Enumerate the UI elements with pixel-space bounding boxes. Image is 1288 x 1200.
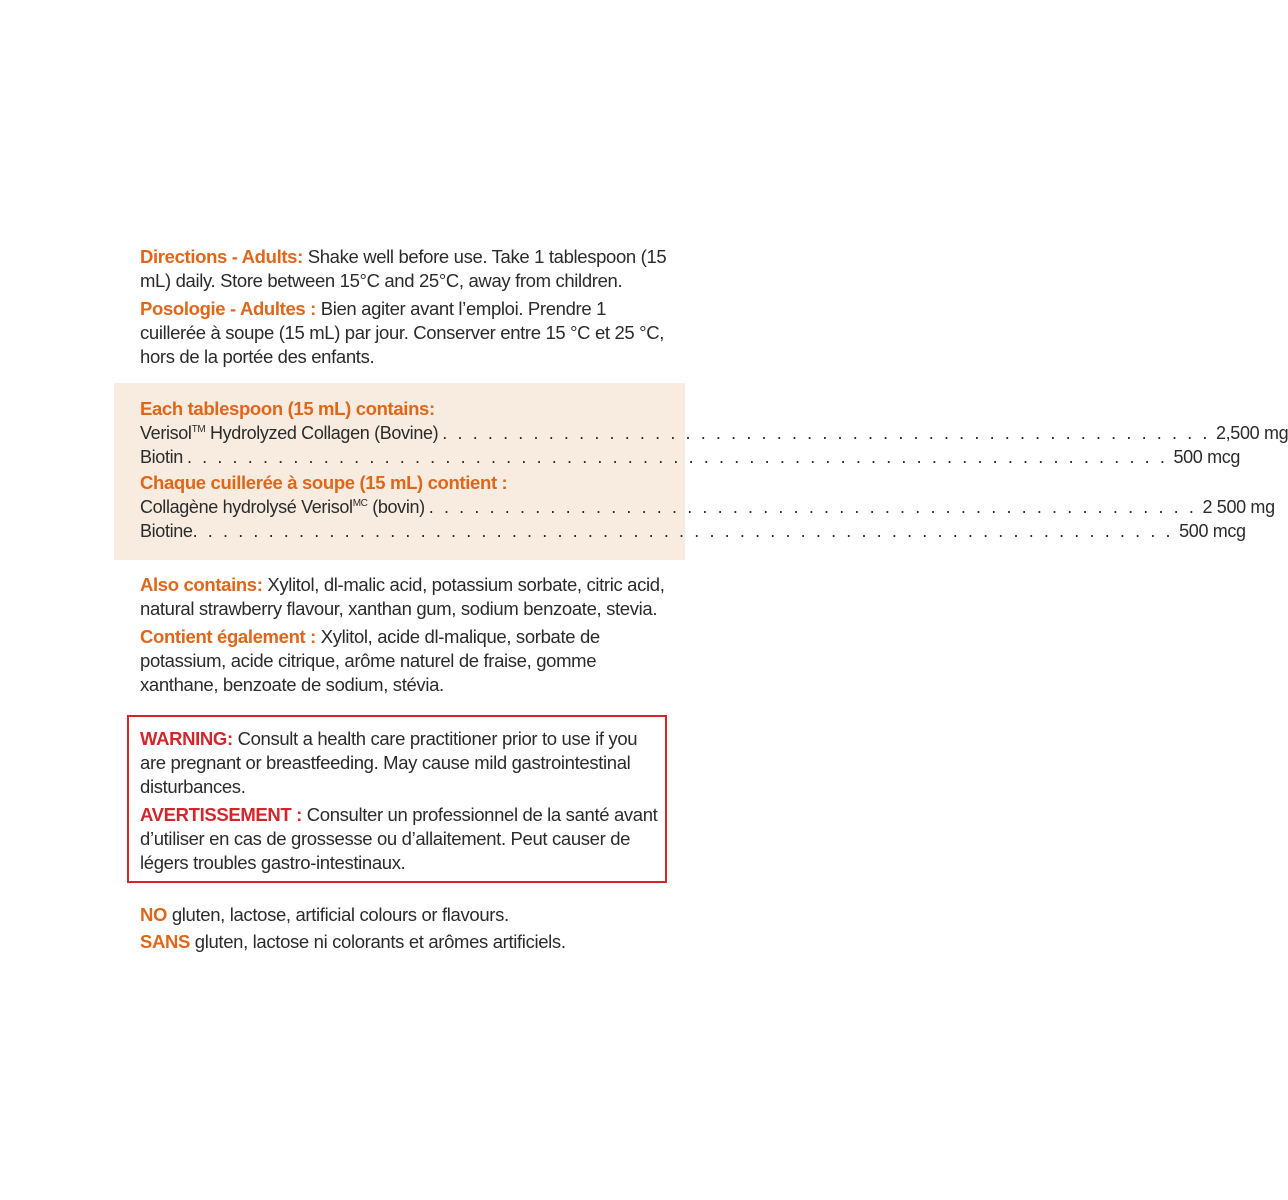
- dot-leader: . . . . . . . . . . . . . . . . . . . . . . . . . . . . . . . . . . . . . . . . . . . . . . . . . . .: [442, 423, 1210, 443]
- also-contains-fr-text: Xylitol, acide dl-malique, sorbate de potassium, acide citrique, arôme naturel de fraise, gomme xanthane, benzoate de sodium, stévia.: [140, 626, 600, 695]
- ingredient-row: [140, 495, 1275, 519]
- free-from-fr-text: gluten, lactose ni colorants et arômes artificiels.: [190, 931, 566, 952]
- warning-en-text: Consult a health care practitioner prior to use if you are pregnant or breastfeeding. May cause mild gastrointestinal disturbances.: [140, 728, 638, 797]
- ingredient-amount: 500 mcg: [1173, 447, 1241, 467]
- ingredient-name: Collagène hydrolysé Verisol$^{MC}$ (bovin): [140, 497, 425, 517]
- non-medicinal-en: [140, 573, 670, 621]
- warning-fr-label: AVERTISSEMENT :: [140, 804, 302, 825]
- also-contains-en-label: Also contains:: [140, 574, 263, 595]
- dot-leader: . . . . . . . . . . . . . . . . . . . . . . . . . . . . . . . . . . . . . . . . . . . . . . . . . . . . . . . . . . . . . . . . .: [192, 521, 1174, 541]
- free-from-fr-label: SANS: [140, 931, 190, 952]
- free-from-en-label: NO: [140, 904, 168, 925]
- ingredient-row: [140, 421, 1288, 445]
- ingredients-en-heading: Each tablespoon (15 mL) contains:: [140, 398, 435, 419]
- ingredient-row: [140, 445, 1241, 469]
- warning-en-label: WARNING:: [140, 728, 233, 749]
- warning-fr-text: Consulter un professionnel de la santé avant d’utiliser en cas de grossesse ou d’allaitement. Peut causer de légers troubles gastro-intestinaux.: [140, 804, 658, 873]
- directions-en: [140, 245, 670, 293]
- directions-en-text: Shake well before use. Take 1 tablespoon (15 mL) daily. Store between 15°C and 25°C, away from children.: [140, 246, 667, 291]
- dot-leader: . . . . . . . . . . . . . . . . . . . . . . . . . . . . . . . . . . . . . . . . . . . . . . . . . . . . . . . . . . . . . . . . .: [186, 447, 1168, 467]
- directions-en-label: Directions - Adults:: [140, 246, 303, 267]
- ingredient-name: Verisol™ Hydrolyzed Collagen (Bovine): [140, 423, 439, 443]
- also-contains-fr-label: Contient également :: [140, 626, 316, 647]
- non-medicinal-fr: [140, 625, 670, 697]
- medicinal-ingredients-box: [114, 383, 1288, 560]
- ingredient-name: Biotine: [140, 521, 193, 541]
- warning-en: [140, 727, 660, 799]
- dot-leader: . . . . . . . . . . . . . . . . . . . . . . . . . . . . . . . . . . . . . . . . . . . . . . . . . . .: [428, 497, 1197, 517]
- also-contains-en-text: Xylitol, dl-malic acid, potassium sorbate, citric acid, natural strawberry flavour, xanthan gum, sodium benzoate, stevia.: [140, 574, 665, 619]
- warning-box: [127, 715, 667, 883]
- directions-fr-label: Posologie - Adultes :: [140, 298, 316, 319]
- ingredient-amount: 2 500 mg: [1202, 497, 1275, 517]
- free-from-en: [140, 903, 670, 927]
- directions-fr: [140, 297, 670, 369]
- ingredient-amount: 500 mcg: [1179, 521, 1246, 541]
- warning-fr: [140, 803, 660, 875]
- ingredient-name: Biotin: [140, 447, 183, 467]
- directions-fr-text: Bien agiter avant l’emploi. Prendre 1 cuillerée à soupe (15 mL) par jour. Conserver entre 15 °C et 25 °C, hors de la portée des enfants.: [140, 298, 665, 367]
- ingredient-amount: 2,500 mg: [1216, 423, 1288, 443]
- free-from-fr: [140, 930, 670, 954]
- ingredient-row: [140, 519, 1246, 543]
- ingredients-fr-heading: Chaque cuillerée à soupe (15 mL) contient :: [140, 472, 508, 493]
- free-from-en-text: gluten, lactose, artificial colours or flavours.: [167, 904, 509, 925]
